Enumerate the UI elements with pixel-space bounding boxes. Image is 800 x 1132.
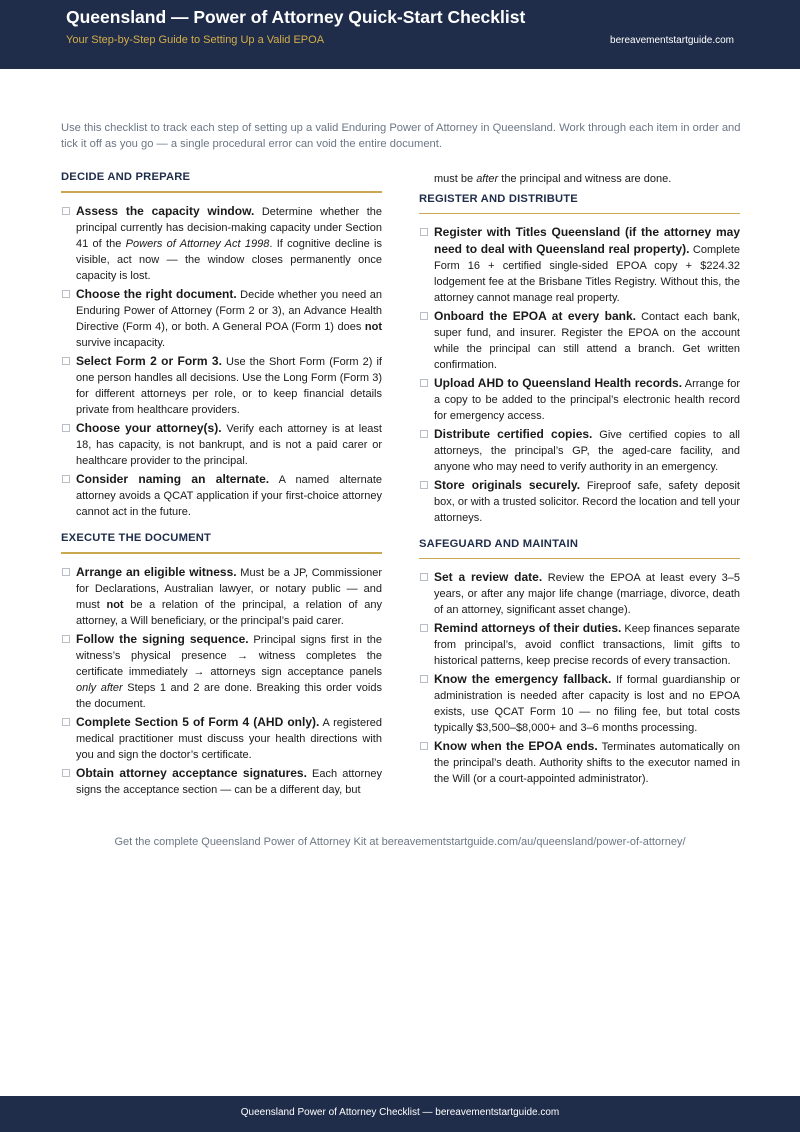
item-lead: Onboard the EPOA at every bank.: [434, 309, 636, 323]
checklist-item: [419, 620, 740, 669]
checkbox[interactable]: [62, 718, 70, 726]
section-heading: DECIDE AND PREPARE: [61, 171, 382, 193]
checkbox[interactable]: [62, 424, 70, 432]
checkbox[interactable]: [62, 357, 70, 365]
checkbox[interactable]: [62, 769, 70, 777]
page-header: [0, 0, 800, 69]
item-lead: Choose the right document.: [76, 287, 237, 301]
item-body: Complete Form 16 + certified single-sided EPOA copy + $224.32 lodgement fee at the Brisbane Titles Registry. Without this, the attorney cannot manage real property.: [434, 244, 740, 304]
item-strong: not: [106, 599, 124, 611]
item-body: Review the EPOA at least every 3–5 years, or after any major life change (marriage, divorce, death of an attorney, significant asset change).: [434, 572, 741, 616]
item-continuation: [419, 171, 740, 187]
item-body: Keep finances separate from principal’s, avoid conflict transactions, limit gifts to historical patterns, keep precise records of every transaction.: [434, 623, 740, 667]
item-body: Each attorney signs the acceptance section — can be a different day, but: [76, 768, 382, 796]
item-body: must be: [434, 173, 477, 185]
item-lead: Store originals securely.: [434, 478, 581, 492]
item-body: Determine whether the principal currently has decision-making capacity under Section 41 of the: [76, 206, 382, 250]
checkbox[interactable]: [62, 568, 70, 576]
item-body: A named alternate attorney avoids a QCAT application if your first-choice attorney cannot act in the future.: [76, 474, 382, 518]
footer-text: Queensland Power of Attorney Checklist — bereavementstartguide.com: [240, 1107, 560, 1118]
checkbox[interactable]: [420, 379, 428, 387]
item-body: Steps 1 and 2 are done. Breaking this order voids the document.: [76, 682, 382, 710]
item-lead: Know the emergency fallback.: [434, 672, 612, 686]
checklist-item: [419, 375, 740, 424]
item-lead: Consider naming an alternate.: [76, 472, 270, 486]
section-heading: EXECUTE THE DOCUMENT: [61, 532, 382, 554]
intro-text: Use this checklist to track each step of setting up a valid Enduring Power of Attorney in Queensland. Work through each item in order and tick it off as you go — a single procedural error can void the entire document.: [61, 122, 741, 150]
checkbox[interactable]: [62, 207, 70, 215]
checklist-item: [61, 765, 382, 798]
item-body: Arrange for a copy to be added to the principal’s electronic health record for emergency access.: [434, 378, 740, 422]
left-column: [61, 171, 382, 810]
item-body: Must be a JP, Commissioner for Declarations, Australian lawyer, or notary public — and must: [76, 567, 382, 611]
page-footer: [0, 1096, 800, 1132]
item-body: survive incapacity.: [76, 337, 166, 349]
item-lead: Distribute certified copies.: [434, 427, 593, 441]
item-body: . If cognitive decline is visible, act now — the window closes permanently once capacity is lost.: [76, 238, 382, 282]
item-lead: Choose your attorney(s).: [76, 421, 222, 435]
checklist-item: [61, 420, 382, 469]
checklist-item: [61, 286, 382, 351]
section-register-and-distribute: [419, 193, 740, 526]
checkbox[interactable]: [62, 475, 70, 483]
item-lead: Follow the signing sequence.: [76, 632, 249, 646]
item-lead: Know when the EPOA ends.: [434, 739, 598, 753]
item-body: Decide whether you need an Enduring Power of Attorney (Form 2 or 3), an Advance Health Directive (Form 4), or both. A General POA (Form 1) does: [76, 289, 382, 333]
item-emphasis: after: [476, 173, 499, 185]
item-body: Contact each bank, super fund, and insurer. Register the EPOA on the account while the principal can still attend a branch. Get written confirmation.: [434, 311, 740, 371]
item-body: Fireproof safe, safety deposit box, or with a trusted solicitor. Record the location and tell your attorneys.: [434, 480, 740, 524]
item-body: Use the Short Form (Form 2) if one person handles all decisions. Use the Long Form (Form 3) for different attorneys per role, or to keep financial details private from healthcare providers.: [76, 356, 382, 416]
checkbox[interactable]: [420, 624, 428, 632]
item-lead: Set a review date.: [434, 570, 543, 584]
kit-link[interactable]: Get the complete Queensland Power of Attorney Kit at bereavementstartguide.com/au/queensland/power-of-attorney/: [114, 836, 686, 848]
item-lead: Obtain attorney acceptance signatures.: [76, 766, 307, 780]
checklist-item: [419, 224, 740, 306]
item-body: A registered medical practitioner must discuss your health directions with you and sign the doctor’s certificate.: [76, 717, 382, 761]
item-lead: Upload AHD to Queensland Health records.: [434, 376, 683, 390]
item-strong: not: [364, 321, 382, 333]
checklist-item: [61, 471, 382, 520]
item-body: Give certified copies to all attorneys, the principal’s GP, the aged-care facility, and anyone who may need to verify authority in an emergency.: [434, 429, 740, 473]
item-body: Verify each attorney is at least 18, has capacity, is not bankrupt, and is not a paid carer or healthcare provider to the principal.: [76, 423, 382, 467]
item-body: If formal guardianship or administration is needed after capacity is lost and no EPOA exists, use QCAT Form 10 — no filing fee, but total costs typically $3,500–$8,000+ and 3–6 months processing.: [434, 674, 740, 734]
checklist-item: [61, 631, 382, 712]
checklist-item: [419, 569, 740, 618]
item-lead: Arrange an eligible witness.: [76, 565, 237, 579]
checklist-item: [419, 477, 740, 526]
header-site-link[interactable]: bereavementstartguide.com: [610, 35, 734, 46]
section-heading: SAFEGUARD AND MAINTAIN: [419, 538, 740, 559]
checklist-item: [61, 564, 382, 629]
section-heading: REGISTER AND DISTRIBUTE: [419, 193, 740, 214]
checkbox[interactable]: [420, 481, 428, 489]
item-lead: Remind attorneys of their duties.: [434, 621, 622, 635]
page-title: Queensland — Power of Attorney Quick-Start Checklist: [66, 7, 526, 27]
item-lead: Assess the capacity window.: [76, 204, 255, 218]
item-emphasis: Powers of Attorney Act 1998: [125, 238, 270, 250]
item-body: the principal and witness are done.: [498, 173, 672, 185]
section-decide-and-prepare: [61, 171, 382, 520]
page-subtitle: Your Step-by-Step Guide to Setting Up a Valid EPOA: [66, 34, 325, 46]
item-body: Principal signs first in the witness’s physical presence → witness completes the certificate immediately → attorneys sign acceptance panels: [76, 634, 382, 678]
checkbox[interactable]: [62, 290, 70, 298]
checkbox[interactable]: [420, 675, 428, 683]
checklist-item: [61, 353, 382, 418]
item-lead: Register with Titles Queensland (if the attorney may need to deal with Queensland real property).: [434, 225, 740, 256]
item-lead: Complete Section 5 of Form 4 (AHD only).: [76, 715, 320, 729]
checkbox[interactable]: [420, 430, 428, 438]
checklist-item: [61, 203, 382, 284]
checkbox[interactable]: [62, 635, 70, 643]
checklist-item: [419, 738, 740, 787]
checklist-item: [419, 671, 740, 736]
checkbox[interactable]: [420, 573, 428, 581]
checkbox[interactable]: [420, 228, 428, 236]
item-body: be a relation of the principal, a relation of any attorney, a Will beneficiary, or the principal’s paid carer.: [76, 599, 382, 627]
item-lead: Select Form 2 or Form 3.: [76, 354, 222, 368]
right-column: [419, 171, 740, 799]
item-body: Terminates automatically on the principal’s death. Authority shifts to the executor named in the Will (or a court-appointed administrator).: [434, 741, 740, 785]
checkbox[interactable]: [420, 312, 428, 320]
checklist-item: [419, 426, 740, 475]
checklist-item: [61, 714, 382, 763]
item-emphasis: only after: [76, 682, 123, 694]
checkbox[interactable]: [420, 742, 428, 750]
section-execute-the-document: [61, 532, 382, 798]
section-safeguard-and-maintain: [419, 538, 740, 787]
checklist-item: [419, 308, 740, 373]
